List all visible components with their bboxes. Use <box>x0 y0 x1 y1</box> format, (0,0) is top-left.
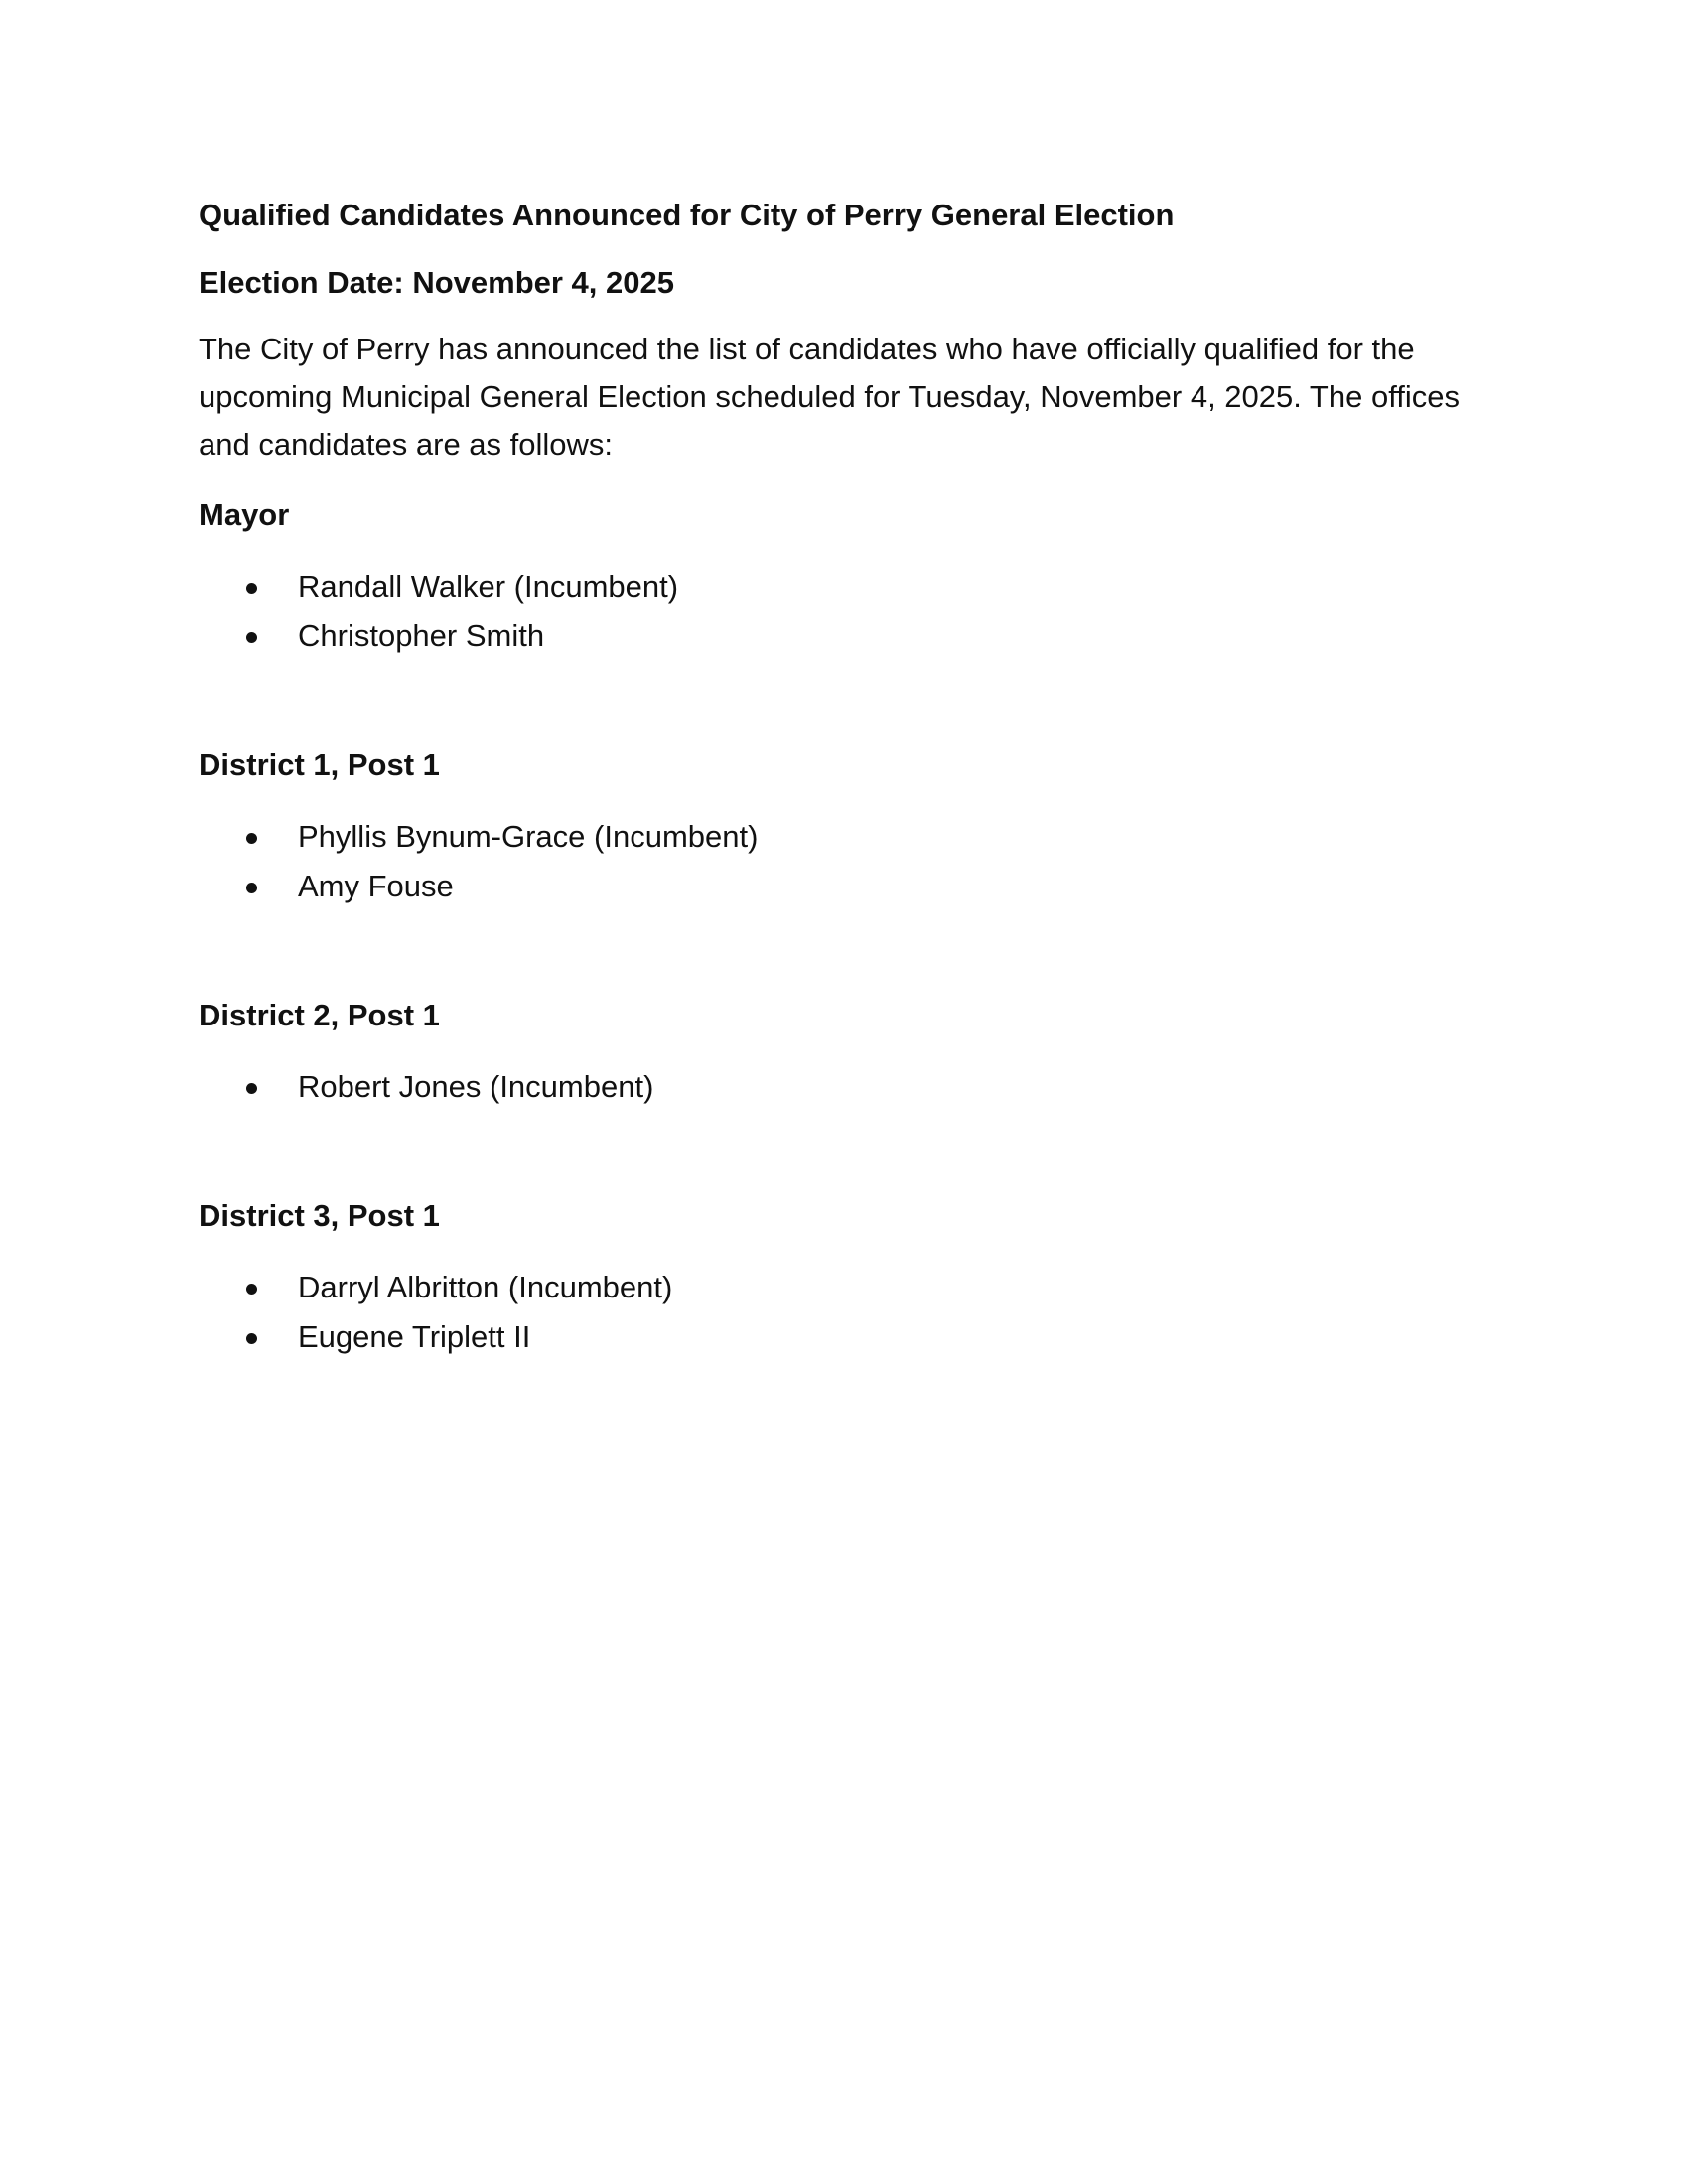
candidate-list <box>199 562 1489 661</box>
candidate-name: Phyllis Bynum-Grace (Incumbent) <box>298 819 759 854</box>
candidate-list <box>199 1263 1489 1362</box>
bullet-icon <box>246 632 257 643</box>
office-heading: District 1, Post 1 <box>199 748 440 782</box>
bullet-icon <box>246 883 257 893</box>
section-district-2-post-1 <box>199 995 1489 1112</box>
candidate-name: Darryl Albritton (Incumbent) <box>298 1270 673 1304</box>
section-mayor <box>199 494 1489 661</box>
bullet-icon <box>246 833 257 844</box>
section-district-1-post-1 <box>199 745 1489 911</box>
list-item <box>199 1263 1489 1312</box>
office-heading: District 2, Post 1 <box>199 998 440 1032</box>
bullet-icon <box>246 583 257 594</box>
election-date: Election Date: November 4, 2025 <box>199 265 674 300</box>
candidate-name: Robert Jones (Incumbent) <box>298 1069 654 1104</box>
bullet-icon <box>246 1083 257 1094</box>
bullet-icon <box>246 1333 257 1344</box>
intro-paragraph: The City of Perry has announced the list of candidates who have officially qualified for the upcoming Municipal General Election scheduled for Tuesday, November 4, 2025. The offices and candidates are as follows: <box>199 332 1461 462</box>
document-title: Qualified Candidates Announced for City of Perry General Election <box>199 198 1175 232</box>
list-item <box>199 1312 1489 1362</box>
list-item <box>199 562 1489 612</box>
document-page <box>199 195 1489 1362</box>
office-heading: District 3, Post 1 <box>199 1198 440 1233</box>
candidate-list <box>199 812 1489 911</box>
section-district-3-post-1 <box>199 1195 1489 1362</box>
office-heading: Mayor <box>199 497 290 532</box>
candidate-list <box>199 1062 1489 1112</box>
candidate-name: Eugene Triplett II <box>298 1319 531 1354</box>
list-item <box>199 1062 1489 1112</box>
candidate-name: Amy Fouse <box>298 869 454 903</box>
candidate-name: Randall Walker (Incumbent) <box>298 569 679 604</box>
candidate-name: Christopher Smith <box>298 618 545 653</box>
list-item <box>199 612 1489 661</box>
list-item <box>199 812 1489 862</box>
list-item <box>199 862 1489 911</box>
bullet-icon <box>246 1284 257 1295</box>
